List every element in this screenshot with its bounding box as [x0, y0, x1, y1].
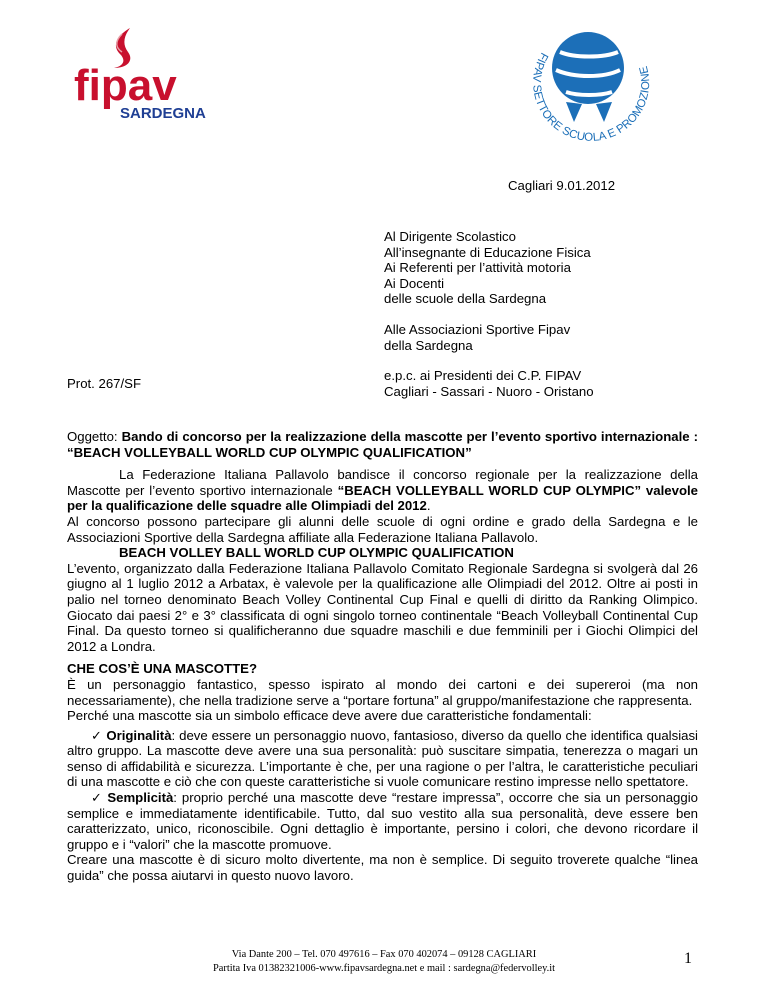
recipient-line: e.p.c. ai Presidenti dei C.P. FIPAV	[384, 368, 582, 384]
list-item-title: Originalità	[106, 727, 172, 743]
mascotte-paragraph-1: È un personaggio fantastico, spesso ispirato al mondo dei cartoni e dei supereroi (ma non necessariamente), che nella tradizione serve a “portare fortuna” al gruppo/manifestazione che rappresenta.	[67, 676, 698, 708]
event-heading: BEACH VOLLEY BALL WORLD CUP OLYMPIC QUALIFICATION	[119, 545, 514, 561]
recipient-line: All’insegnante di Educazione Fisica	[384, 244, 591, 260]
letter-footer	[150, 948, 618, 975]
intro-paragraph	[67, 467, 698, 514]
protocol-number: Prot. 267/SF	[67, 376, 142, 391]
list-item-originalita	[67, 728, 698, 790]
subject-line	[67, 429, 698, 460]
intro-paragraph-2: Al concorso possono partecipare gli alunni delle scuole di ogni ordine e grado della Sardegna e le Associazioni Sportive della Sardegna affiliate alla Federazione Italiana Pallavolo.	[67, 513, 698, 545]
logo-sardegna: SARDEGNA	[120, 105, 206, 122]
subject-label: Oggetto:	[67, 429, 122, 444]
fipav-scuola-logo	[514, 12, 664, 162]
mascotte-paragraph-2: Perché una mascotte sia un simbolo efficace deve avere due caratteristiche fondamentali:	[67, 708, 592, 724]
recipient-line: della Sardegna	[384, 337, 473, 353]
hands-icon	[566, 102, 612, 122]
logo-ring-text: FIPAV SETTORE SCUOLA E PROMOZIONE	[530, 50, 653, 144]
recipient-line: Al Dirigente Scolastico	[384, 229, 516, 244]
list-item-text: : deve essere un personaggio nuovo, fantasioso, diverso da quello che identifica qualsiasi altro gruppo. La mascotte deve avere una sua personalità: può suscitare simpatia, tenerezza o magari un senso di affidabilità e sicurezza. L’importante è che, per una ragione o per l’altra, le caratteristiche peculiari di una mascotte e ciò che con queste caratteristiche si vuole comunicare restino impresse nello spettatore.	[67, 727, 698, 790]
page-number: 1	[684, 950, 692, 967]
mascotte-paragraph-3: Creare una mascotte è di sicuro molto divertente, ma non è semplice. Di seguito troverete qualche “linea guida” che possa aiutarvi in questo nuovo lavoro.	[67, 852, 698, 884]
recipient-line: Cagliari - Sassari - Nuoro - Oristano	[384, 383, 594, 399]
recipient-line: delle scuole della Sardegna	[384, 291, 547, 307]
recipient-line: Ai Docenti	[384, 275, 445, 291]
footer-contacts: Partita Iva 01382321006-www.fipavsardegna.net e mail : sardegna@federvolley.it	[212, 962, 556, 974]
mascotte-heading: CHE COS’È UNA MASCOTTE?	[67, 661, 258, 677]
logo-fi: fipav	[74, 61, 177, 110]
list-item-text: : proprio perché una mascotte deve “restare impressa”, occorre che sia un personaggio semplice e immediatamente identificabile. Tutto, dal suo vestito alla sua personalità, deve essere ben caratterizzato, unico, riconoscibile. Ogni dettaglio è importante, persino i colori, che devono ricordare il gruppo e i “valori” che la mascotte promuove.	[67, 790, 698, 852]
intro-text: La Federazione Italiana Pallavolo bandisce il concorso regionale per la realizzazione della Mascotte per l’evento sportivo internazionale	[67, 467, 698, 498]
letter-body	[67, 429, 698, 884]
recipient-line: Alle Associazioni Sportive Fipav	[384, 321, 571, 337]
subject-text: Bando di concorso per la realizzazione della mascotte per l’evento sportivo internazionale : “BEACH VOLLEYBALL WORLD CUP OLYMPIC QUALIFICATION”	[67, 429, 698, 460]
list-item-semplicita	[67, 790, 698, 852]
fipav-sardegna-logo	[68, 22, 208, 122]
event-paragraph: L’evento, organizzato dalla Federazione Italiana Pallavolo Comitato Regionale Sardegna si svolgerà dal 26 giugno al 1 luglio 2012 a Arbatax, è valevole per la qualificazione alle Olimpiadi del 2012. Oltre ai posti in palio nel torneo denominato Beach Volley Continental Cup Final e quelli di diritto da Ranking Olimpico. Giocato dai paesi 2° e 3° classificata di ogni singolo torneo continentale “Beach Volleyball Continental Cup Final. Da questo torneo si qualificheranno due squadre maschili e due femminili per i Giochi Olimpici del 2012 a Londra.	[67, 560, 698, 654]
intro-bold-text: “BEACH VOLLEYBALL WORLD CUP OLYMPIC” valevole per la qualificazione delle squadre alle Olimpiadi del 2012	[67, 482, 698, 514]
recipient-line: Ai Referenti per l’attività motoria	[384, 260, 571, 276]
checkmark-icon: ✓	[91, 727, 103, 743]
checkmark-icon: ✓	[91, 790, 104, 806]
recipients-block	[384, 229, 594, 399]
footer-address: Via Dante 200 – Tel. 070 497616 – Fax 070 402074 – 09128 CAGLIARI	[231, 949, 537, 960]
letter-date: Cagliari 9.01.2012	[508, 178, 616, 193]
intro-period: .	[426, 498, 431, 514]
list-item-title: Semplicità	[107, 790, 174, 806]
